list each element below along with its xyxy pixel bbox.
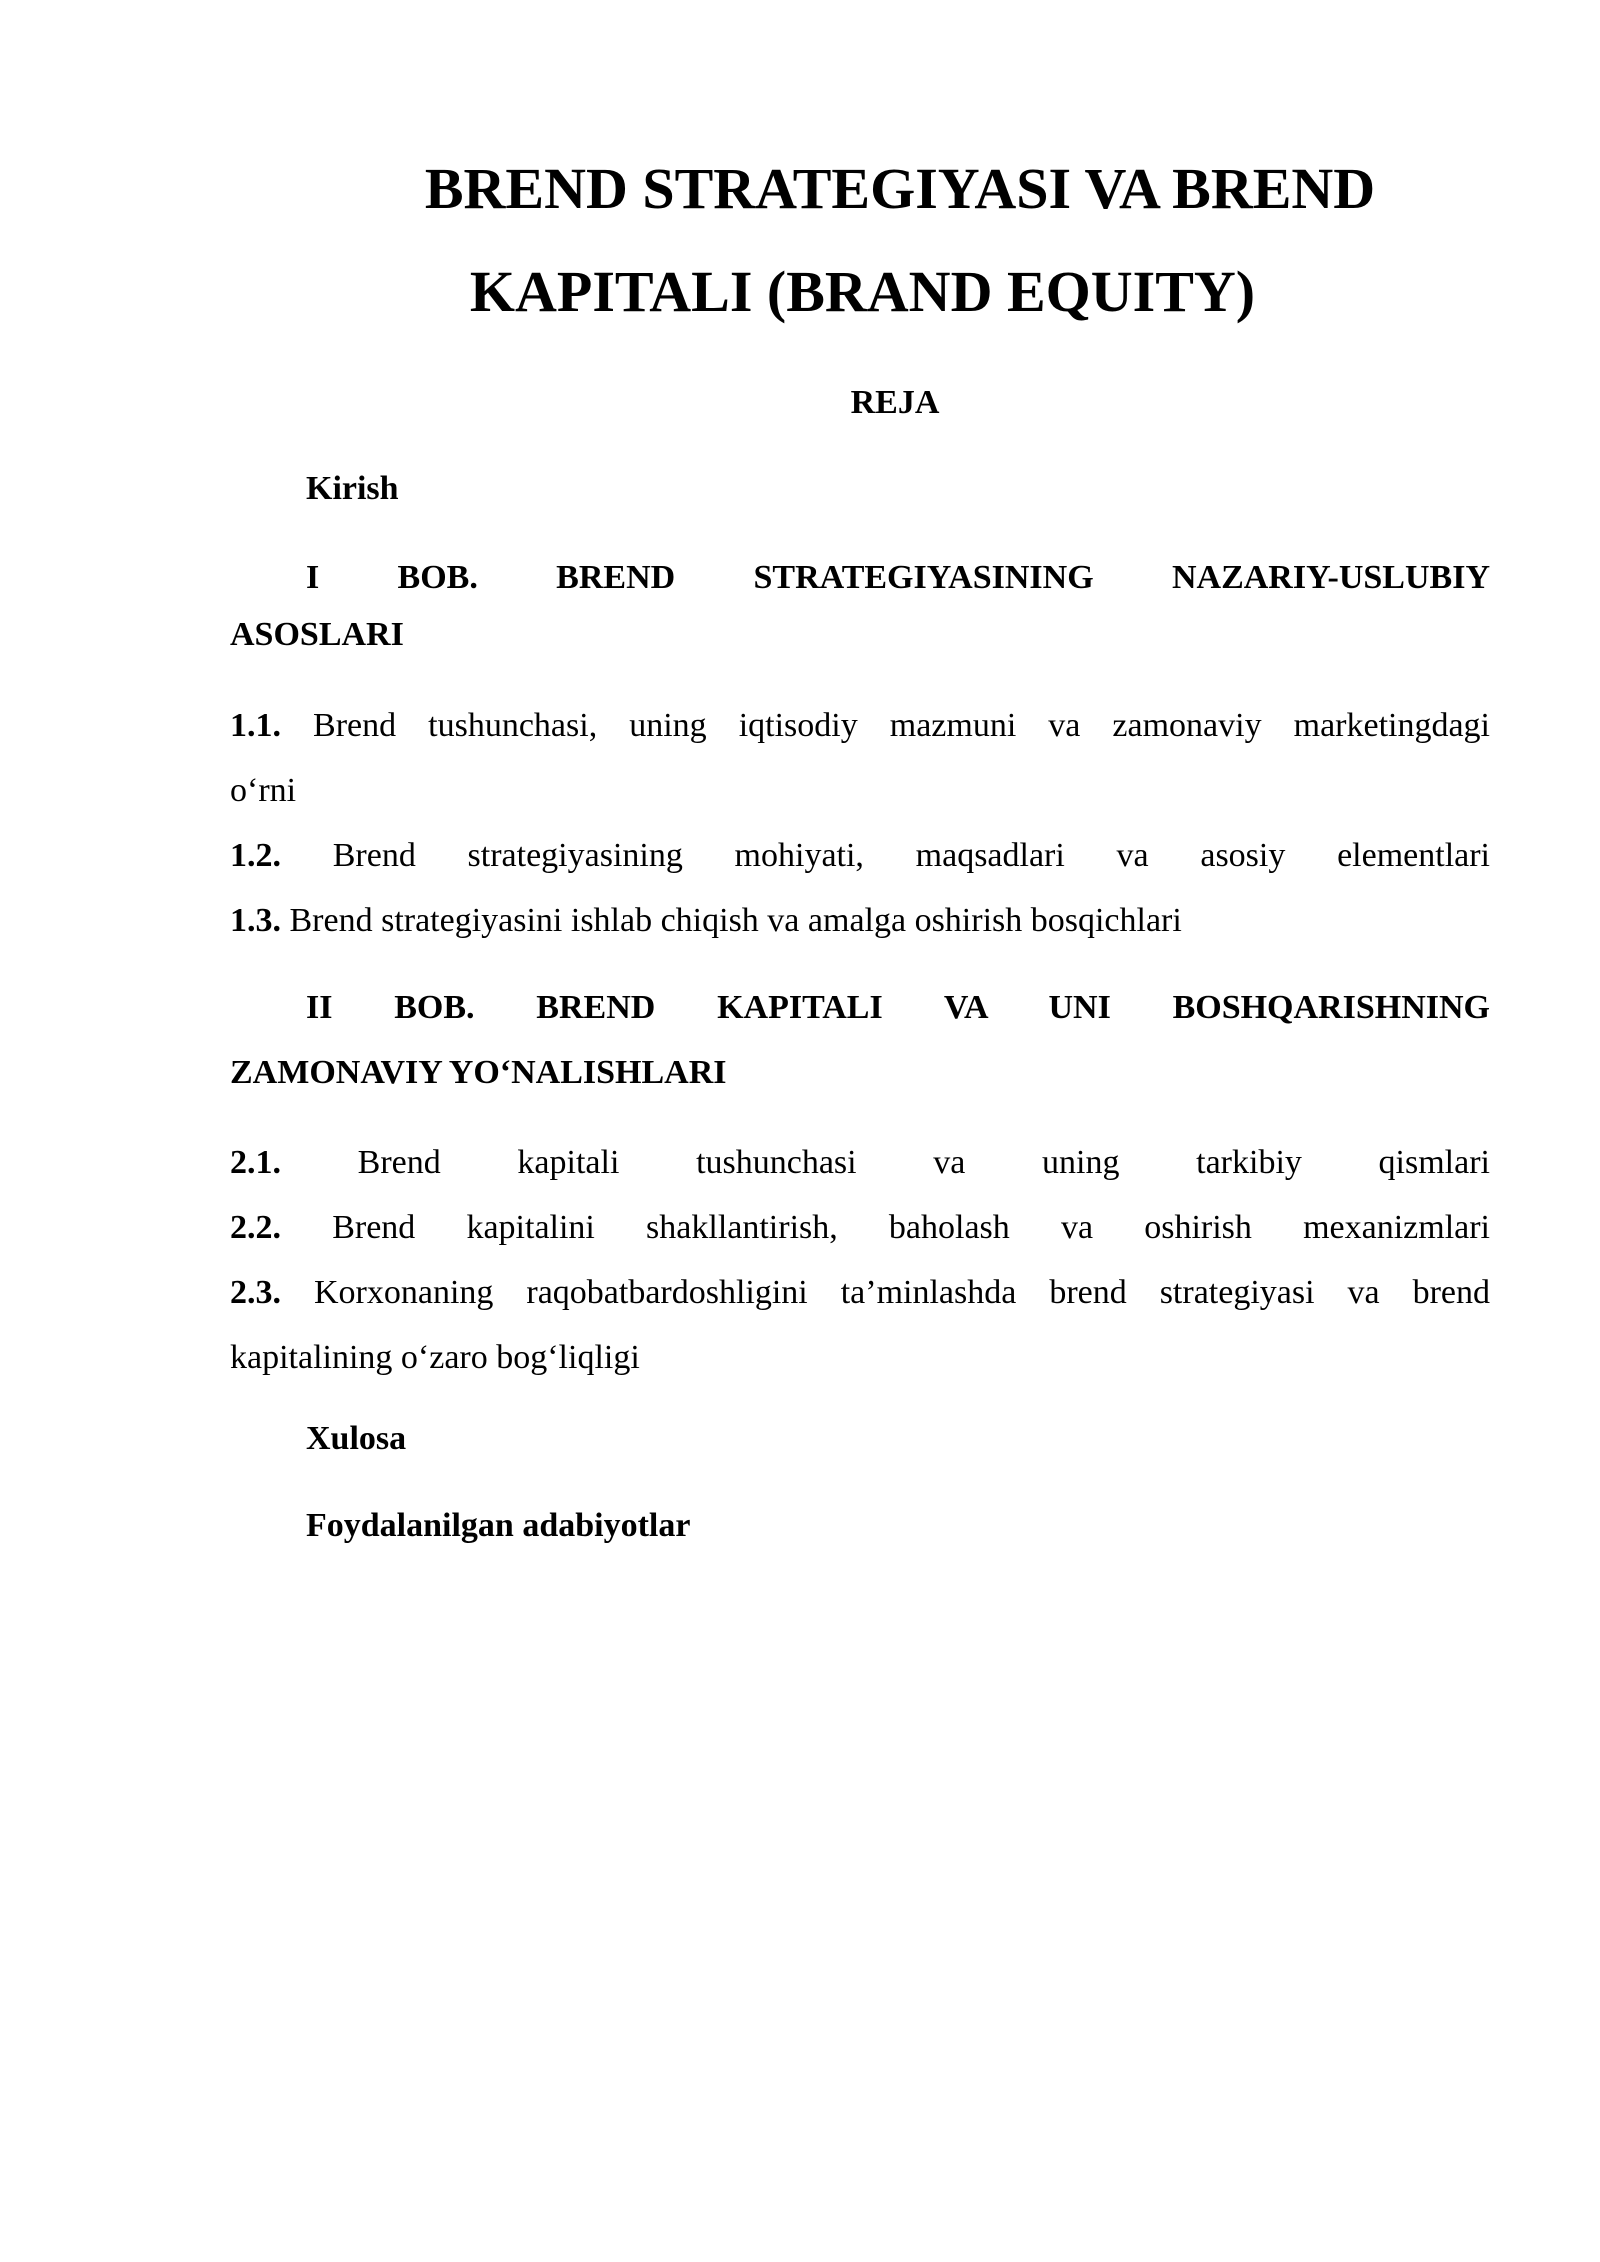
section-1-3-text: Brend strategiyasini ishlab chiqish va amalga oshirish bosqichlari [289,902,1182,939]
section-1-3-number: 1.3. [230,902,281,939]
section-1-1-line-2: o‘rni [230,772,297,809]
section-1-2-number: 1.2. [230,837,281,874]
section-2-3 [230,1260,1490,1390]
section-2-3-line-2: kapitalining o‘zaro bog‘liqligi [230,1339,640,1376]
section-2-1 [230,1130,1490,1195]
section-2-3-line-1 [230,1260,1490,1325]
section-1-2 [230,823,1490,888]
document-title-line-2: KAPITALI (BRAND EQUITY) [469,259,1256,324]
chapter-2-line-2: ZAMONAVIY YO‘NALISHLARI [230,1054,727,1091]
section-2-1-text: Brend kapitali tushunchasi va uning tarkibiy qismlari [357,1144,1490,1181]
section-1-1-line-1 [230,693,1490,758]
chapter-1-heading [230,545,1490,660]
chapter-2-heading [230,975,1490,1105]
section-2-1-line [230,1130,1490,1195]
section-1-1-text: Brend tushunchasi, uning iqtisodiy mazmuni va zamonaviy marketingdagi [313,707,1490,744]
plan-heading: REJA [850,384,940,421]
section-2-2 [230,1195,1490,1260]
chapter-1-line-1: I BOB. BREND STRATEGIYASINING NAZARIY-USLUBIY [306,559,1490,596]
chapter-2-line-1: II BOB. BREND KAPITALI VA UNI BOSHQARISHNING [306,989,1490,1026]
section-2-2-line [230,1195,1490,1260]
conclusion-item: Xulosa [306,1420,407,1457]
section-2-2-text: Brend kapitalini shakllantirish, baholash va oshirish mexanizmlari [332,1209,1491,1246]
section-1-3 [230,888,1490,953]
section-2-3-number: 2.3. [230,1274,281,1311]
section-1-2-text: Brend strategiyasining mohiyati, maqsadlari va asosiy elementlari [332,837,1491,874]
intro-item: Kirish [306,470,399,507]
section-2-2-number: 2.2. [230,1209,281,1246]
section-2-1-number: 2.1. [230,1144,281,1181]
chapter-1-line-2: ASOSLARI [230,616,404,653]
section-1-1 [230,693,1490,823]
document-title-line-1: BREND STRATEGIYASI VA BREND [424,156,1376,221]
section-1-2-line [230,823,1490,888]
references-item: Foydalanilgan adabiyotlar [306,1507,691,1544]
section-2-3-text: Korxonaning raqobatbardoshligini ta’minlashda brend strategiyasi va brend [313,1274,1491,1311]
section-1-3-line [230,888,1490,953]
section-1-1-number: 1.1. [230,707,281,744]
